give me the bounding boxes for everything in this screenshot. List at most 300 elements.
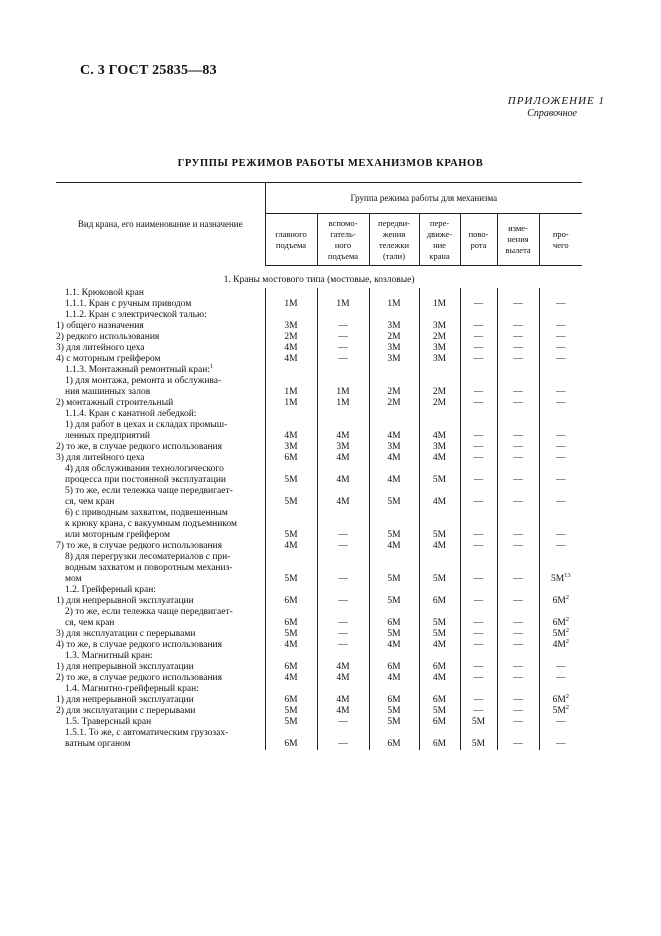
cell-slewing [460, 596, 497, 607]
table-row [56, 607, 582, 629]
cell-value: — [473, 618, 484, 628]
header-line: изме- [508, 223, 528, 233]
cell-value: 5М [387, 497, 401, 507]
header-line: рота [470, 239, 487, 250]
cell-value: 5М [284, 574, 298, 584]
cell-slewing [460, 299, 497, 310]
table-row [56, 728, 582, 750]
cell-value: 4М [432, 541, 447, 551]
cell-other [539, 596, 582, 607]
cell-value: — [556, 442, 566, 452]
cell-value: — [473, 541, 484, 551]
row-label-line: 1.1.4. Кран с канатной лебедкой: [65, 409, 197, 419]
cell-slewing [460, 442, 497, 453]
cell-other [539, 365, 582, 376]
cell-crane-travel [419, 365, 460, 376]
row-label [56, 420, 265, 442]
cell-value: 3М [432, 442, 447, 452]
row-label [56, 684, 265, 695]
row-label [56, 398, 265, 409]
cell-slewing [460, 288, 497, 299]
cell-main-hoist [265, 629, 317, 640]
cell-value: 5М [552, 629, 566, 639]
cell-trolley-travel [369, 651, 419, 662]
cell-trolley-travel [369, 343, 419, 354]
cell-value: — [338, 541, 348, 551]
row-label [56, 321, 265, 332]
cell-value: 3М [284, 321, 298, 331]
cell-luffing [497, 662, 539, 673]
cell-value: 1М [284, 299, 298, 309]
row-label [56, 552, 265, 585]
cell-value: — [513, 739, 523, 749]
cell-value: 4М [432, 497, 447, 507]
cell-crane-travel [419, 453, 460, 464]
cell-aux-hoist [317, 651, 369, 662]
cell-value: 4М [336, 497, 350, 507]
cell-value: — [473, 321, 484, 331]
cell-trolley-travel [369, 288, 419, 299]
table-row [56, 343, 582, 354]
cell-luffing [497, 508, 539, 541]
row-label-line: 2) то же, в случае редкого использования [56, 673, 222, 683]
cell-value: — [556, 343, 566, 353]
cell-value: 6М [432, 717, 447, 727]
cell-trolley-travel [369, 673, 419, 684]
cell-luffing [497, 695, 539, 706]
cell-luffing [497, 552, 539, 585]
cell-value: 4М [284, 343, 298, 353]
cell-main-hoist [265, 343, 317, 354]
header-line: подъема [327, 250, 359, 261]
cell-crane-travel [419, 684, 460, 695]
cell-crane-travel [419, 486, 460, 508]
cell-aux-hoist [317, 585, 369, 596]
header-line: нения [507, 234, 529, 244]
cell-aux-hoist [317, 629, 369, 640]
cell-crane-travel [419, 376, 460, 398]
cell-value: 4М [284, 541, 298, 551]
row-label-line: 4) для обслуживания технологического [65, 464, 224, 474]
cell-trolley-travel [369, 310, 419, 321]
cell-value: — [556, 299, 566, 309]
cell-trolley-travel [369, 409, 419, 420]
cell-value: 5М [284, 629, 298, 639]
cell-value: — [513, 629, 523, 639]
cell-value: — [473, 629, 484, 639]
row-label [56, 640, 265, 651]
cell-trolley-travel [369, 420, 419, 442]
cell-value: — [338, 332, 348, 342]
cell-value: — [513, 442, 523, 452]
cell-crane-travel [419, 596, 460, 607]
cell-luffing [497, 728, 539, 750]
cell-slewing [460, 365, 497, 376]
cell-value: 4М [432, 673, 447, 683]
table-row [56, 321, 582, 332]
cell-value: 1М [387, 299, 401, 309]
cell-luffing [497, 596, 539, 607]
cell-value: — [473, 475, 484, 485]
cell-value: 4М [336, 695, 350, 705]
cell-aux-hoist [317, 695, 369, 706]
cell-aux-hoist [317, 706, 369, 717]
footnote-ref: 2 [565, 704, 570, 711]
cell-trolley-travel [369, 728, 419, 750]
cell-slewing [460, 321, 497, 332]
cell-crane-travel [419, 508, 460, 541]
cell-other [539, 662, 582, 673]
cell-luffing [497, 464, 539, 486]
cell-main-hoist [265, 442, 317, 453]
page-header: С. 3 ГОСТ 25835—83 [80, 63, 217, 78]
row-label-line: 4) то же, в случае редкого использования [56, 640, 222, 650]
table-row [56, 673, 582, 684]
cell-value: — [473, 398, 484, 408]
cell-aux-hoist [317, 409, 369, 420]
cell-main-hoist [265, 299, 317, 310]
cell-aux-hoist [317, 420, 369, 442]
cell-trolley-travel [369, 684, 419, 695]
cell-value: 4М [432, 640, 447, 650]
cell-value: — [513, 497, 523, 507]
cell-value: — [556, 475, 566, 485]
cell-slewing [460, 376, 497, 398]
table-row [56, 695, 582, 706]
cell-value: — [556, 321, 566, 331]
cell-value: — [513, 321, 523, 331]
cell-slewing [460, 409, 497, 420]
table-row [56, 629, 582, 640]
row-label-line: 5) то же, если тележка чаще передвигает- [65, 486, 233, 496]
cell-trolley-travel [369, 717, 419, 728]
cell-crane-travel [419, 717, 460, 728]
cell-trolley-travel [369, 376, 419, 398]
table-row [56, 596, 582, 607]
cell-value: 4М [284, 354, 298, 364]
cell-value: — [473, 497, 484, 507]
cell-value: — [338, 739, 348, 749]
cell-value: 6М [432, 695, 447, 705]
cell-other [539, 607, 582, 629]
table-row [56, 486, 582, 508]
row-label [56, 695, 265, 706]
cell-value: 5М [387, 530, 401, 540]
cell-other [539, 310, 582, 321]
cell-value: 6М [387, 739, 401, 749]
cell-value: 4М [387, 475, 401, 485]
section-row [56, 266, 582, 289]
footnote-ref: 2 [565, 594, 570, 601]
row-label-line: 1) для работ в цехах и складах промыш- [65, 420, 228, 430]
cell-slewing [460, 717, 497, 728]
cell-crane-travel [419, 310, 460, 321]
row-label-line: ся, чем кран [65, 497, 115, 507]
cell-other [539, 409, 582, 420]
cell-luffing [497, 684, 539, 695]
cell-value: 4М [387, 640, 401, 650]
cell-slewing [460, 673, 497, 684]
cell-value: — [473, 387, 484, 397]
cell-value: 5М [552, 706, 566, 716]
cell-value: 4М [336, 662, 350, 672]
cell-value: — [513, 354, 523, 364]
row-label-line: процесса при постоянной эксплуатации [65, 475, 227, 485]
cell-other [539, 420, 582, 442]
cell-luffing [497, 442, 539, 453]
cell-other [539, 453, 582, 464]
table-row [56, 464, 582, 486]
cell-main-hoist [265, 596, 317, 607]
header-main-hoist [265, 214, 317, 266]
cell-value: — [556, 387, 566, 397]
table-row [56, 651, 582, 662]
table-row [56, 717, 582, 728]
cell-slewing [460, 706, 497, 717]
appendix-subtitle: Справочное [527, 108, 577, 119]
row-label [56, 662, 265, 673]
cell-value: 4М [336, 706, 350, 716]
cell-aux-hoist [317, 684, 369, 695]
cell-main-hoist [265, 684, 317, 695]
row-label [56, 453, 265, 464]
row-label [56, 607, 265, 629]
row-label-line: 1) общего назначения [56, 321, 144, 331]
row-label [56, 288, 265, 299]
header-line: тележки [378, 239, 410, 250]
header-other [539, 214, 582, 266]
cell-trolley-travel [369, 442, 419, 453]
cell-value: — [513, 596, 523, 606]
header-trolley-travel [369, 214, 419, 266]
cell-crane-travel [419, 321, 460, 332]
cell-main-hoist [265, 673, 317, 684]
header-line: про- [552, 228, 569, 239]
cell-value: 6М [284, 453, 298, 463]
cell-other [539, 376, 582, 398]
cell-other [539, 299, 582, 310]
cell-value: — [338, 629, 348, 639]
cell-trolley-travel [369, 398, 419, 409]
row-label [56, 673, 265, 684]
row-label-line: 7) то же, в случае редкого использования [56, 541, 222, 551]
row-label-line: 6) с приводным захватом, подвешенным [65, 508, 228, 518]
cell-luffing [497, 398, 539, 409]
row-label-line: ся, чем кран [65, 618, 115, 628]
cell-value: — [556, 497, 566, 507]
cell-aux-hoist [317, 607, 369, 629]
row-label [56, 365, 265, 376]
cell-main-hoist [265, 695, 317, 706]
cell-trolley-travel [369, 332, 419, 343]
row-label-line: 2) монтажный строительный [56, 398, 174, 408]
header-line: главного [275, 228, 307, 239]
header-line: подъема [275, 239, 307, 250]
cell-value: 6М [284, 596, 298, 606]
header-line: движе- [426, 228, 453, 239]
table-row [56, 453, 582, 464]
row-label-line: 3) для литейного цеха [56, 343, 145, 353]
cell-slewing [460, 585, 497, 596]
row-label [56, 464, 265, 486]
cell-trolley-travel [369, 662, 419, 673]
row-label-line: 1.1.3. Монтажный ремонтный кран: [65, 365, 210, 375]
cell-trolley-travel [369, 321, 419, 332]
cell-crane-travel [419, 398, 460, 409]
cell-value: — [473, 354, 484, 364]
cell-crane-travel [419, 464, 460, 486]
cell-value: — [473, 662, 484, 672]
table-row [56, 288, 582, 299]
cell-value: 5М [432, 618, 447, 628]
cell-value: 3М [284, 442, 298, 452]
cell-value: 1М [284, 398, 298, 408]
cell-main-hoist [265, 651, 317, 662]
cell-main-hoist [265, 486, 317, 508]
cell-trolley-travel [369, 640, 419, 651]
cell-aux-hoist [317, 310, 369, 321]
cell-main-hoist [265, 420, 317, 442]
cell-value: — [473, 453, 484, 463]
cell-other [539, 321, 582, 332]
cell-value: — [338, 717, 348, 727]
cell-aux-hoist [317, 398, 369, 409]
header-line: ного [334, 239, 352, 250]
row-label-line: 1.1.2. Кран с электрической талью: [65, 310, 207, 320]
cell-value: — [473, 442, 484, 452]
cell-value: 4М [336, 673, 350, 683]
cell-trolley-travel [369, 596, 419, 607]
cell-value: — [556, 717, 566, 727]
cell-value: — [513, 475, 523, 485]
cell-value: — [338, 530, 348, 540]
footnote-ref: 1 [209, 363, 214, 370]
row-label [56, 409, 265, 420]
cell-luffing [497, 343, 539, 354]
row-label [56, 442, 265, 453]
cell-value: — [513, 673, 523, 683]
cell-value: — [473, 343, 484, 353]
appendix-title: ПРИЛОЖЕНИЕ 1 [507, 95, 605, 107]
cell-main-hoist [265, 288, 317, 299]
cell-other [539, 541, 582, 552]
cell-value: — [473, 673, 484, 683]
cell-value: — [338, 321, 348, 331]
cell-value: 4М [336, 475, 350, 485]
cell-aux-hoist [317, 299, 369, 310]
cell-other [539, 486, 582, 508]
cell-crane-travel [419, 629, 460, 640]
cell-aux-hoist [317, 552, 369, 585]
cell-trolley-travel [369, 541, 419, 552]
row-label-line: 2) то же, в случае редкого использования [56, 442, 222, 452]
cell-slewing [460, 398, 497, 409]
table-row [56, 310, 582, 321]
row-label-line: ния машинных залов [65, 387, 151, 397]
cell-value: — [338, 640, 348, 650]
row-label-line: 2) то же, если тележка чаще передвигает- [65, 607, 233, 617]
crane-modes-table [56, 182, 582, 750]
cell-value: 5М [471, 739, 486, 749]
cell-other [539, 717, 582, 728]
cell-value: 1М [336, 299, 350, 309]
cell-trolley-travel [369, 464, 419, 486]
cell-crane-travel [419, 640, 460, 651]
header-line: пово- [468, 228, 489, 239]
table-row [56, 508, 582, 541]
cell-value: — [556, 739, 566, 749]
cell-trolley-travel [369, 354, 419, 365]
cell-value: 5М [432, 706, 447, 716]
cell-slewing [460, 640, 497, 651]
cell-value: 1М [432, 299, 447, 309]
cell-main-hoist [265, 508, 317, 541]
cell-aux-hoist [317, 486, 369, 508]
cell-crane-travel [419, 299, 460, 310]
cell-value: 5М [550, 574, 565, 584]
cell-value: — [513, 706, 523, 716]
cell-value: — [473, 332, 484, 342]
cell-value: 2М [284, 332, 298, 342]
cell-value: 6М [284, 618, 298, 628]
cell-main-hoist [265, 717, 317, 728]
cell-value: 5М [387, 574, 401, 584]
cell-aux-hoist [317, 541, 369, 552]
cell-other [539, 442, 582, 453]
cell-value: — [513, 299, 523, 309]
cell-slewing [460, 541, 497, 552]
cell-value: — [513, 574, 523, 584]
header-line: вспомо- [328, 217, 358, 228]
cell-slewing [460, 453, 497, 464]
cell-value: 3М [387, 354, 401, 364]
row-label-line: к крюку крана, с вакуумным подъемником [65, 519, 237, 529]
cell-main-hoist [265, 541, 317, 552]
cell-other [539, 651, 582, 662]
cell-luffing [497, 651, 539, 662]
cell-other [539, 728, 582, 750]
row-label-line: 1.5.1. То же, с автоматическим грузозах- [65, 728, 229, 738]
cell-trolley-travel [369, 607, 419, 629]
cell-value: 6М [284, 662, 298, 672]
cell-crane-travel [419, 728, 460, 750]
cell-value: — [338, 574, 348, 584]
header-line: жения [382, 228, 406, 239]
cell-value: 4М [432, 453, 447, 463]
table-row [56, 299, 582, 310]
header-luffing [497, 214, 539, 266]
cell-crane-travel [419, 420, 460, 442]
table-row [56, 376, 582, 398]
cell-luffing [497, 288, 539, 299]
cell-value: — [513, 343, 523, 353]
row-label-line: 2) редкого использования [56, 332, 160, 342]
header-line: крана [429, 250, 450, 261]
cell-crane-travel [419, 651, 460, 662]
cell-aux-hoist [317, 717, 369, 728]
cell-value: — [513, 618, 523, 628]
cell-value: 6М [387, 662, 401, 672]
cell-main-hoist [265, 662, 317, 673]
cell-value: 2М [432, 387, 447, 397]
cell-trolley-travel [369, 695, 419, 706]
section-title: 1. Краны мостового типа (мостовые, козловые) [223, 275, 415, 285]
cell-other [539, 398, 582, 409]
row-label [56, 629, 265, 640]
cell-trolley-travel [369, 453, 419, 464]
row-label [56, 310, 265, 321]
cell-value: — [473, 574, 484, 584]
